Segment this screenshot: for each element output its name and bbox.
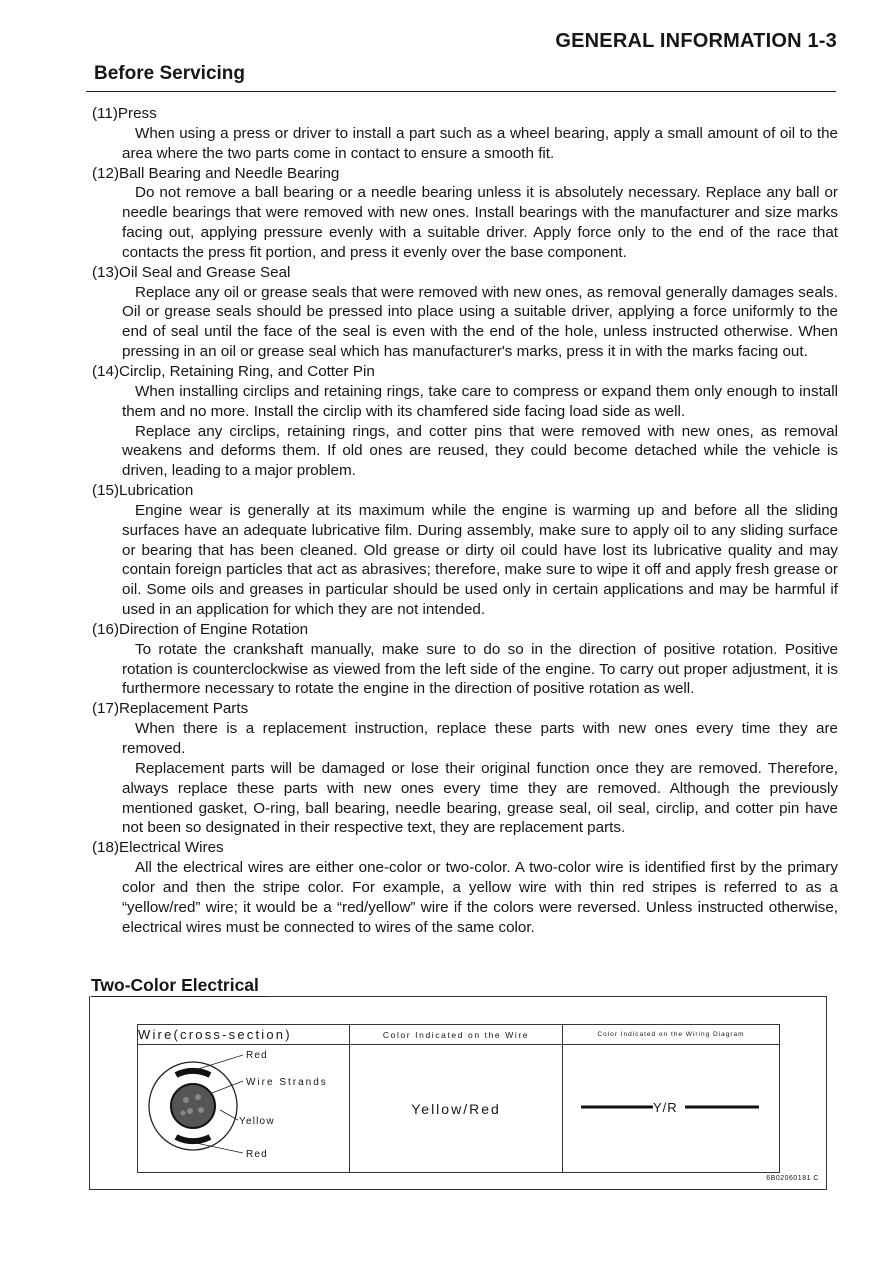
leader-line-red-top (198, 1055, 243, 1069)
leader-line-yellow (220, 1110, 238, 1120)
header-color-on-diagram: Color Indicated on the Wiring Diagram (563, 1025, 780, 1045)
item-heading: (11)Press (92, 105, 157, 122)
wire-color-table (137, 1024, 780, 1173)
color-on-wire-cell (350, 1045, 563, 1173)
wiring-code: Y/R (653, 1100, 678, 1115)
section-title: Before Servicing (94, 63, 245, 84)
item-paragraph: To rotate the crankshaft manually, make sure to do so in the direction of positive rotation. Positive rotation is counterclockwise as viewed from the left side of the engine. To carry out proper adjustment, it is furthermore necessary to rotate the engine in the direction of positive rotation as well. (122, 640, 838, 698)
strand-dot (187, 1108, 193, 1114)
item-heading: (17)Replacement Parts (92, 700, 249, 718)
item-paragraph: When there is a replacement instruction, replace these parts with new ones every time they are removed. (122, 720, 838, 757)
color-on-wire-value: Yellow/Red (411, 1100, 501, 1117)
strand-dot (181, 1111, 186, 1116)
strand-dot (195, 1094, 201, 1100)
table-row (138, 1045, 780, 1173)
wiring-diagram-cell (563, 1045, 780, 1173)
item-heading: (16)Direction of Engine Rotation (92, 620, 309, 638)
item-engine-rotation (92, 620, 838, 699)
wire-cross-section-diagram (138, 1045, 349, 1167)
label-red-bottom: Red (246, 1149, 268, 1160)
figure-frame-top (267, 996, 827, 997)
wire-cross-section-cell (138, 1045, 350, 1173)
body-content (92, 104, 838, 937)
item-paragraph: Replace any oil or grease seals that were removed with new ones, as removal generally damages seals. Oil or grease seals should be pressed into place using a suitable driver, applying a force uniformly to the end of seal until the face of the seal is even with the end of the hole, unless instructed otherwise. When pressing in an oil or grease seal which has manufacturer's marks, press it in with the marks facing out. (122, 283, 838, 361)
figure-title: Two-Color Electrical (91, 975, 259, 995)
header-wire-cross-section: Wire(cross-section) (138, 1025, 350, 1045)
item-paragraph: Replace any circlips, retaining rings, and cotter pins that were removed with new ones, as removal weakens and deforms them. If old ones are reused, they could become detached while the vehicle is driven, leading to a major problem. (122, 422, 838, 480)
item-heading: (15)Lubrication (92, 482, 194, 500)
strand-dot (198, 1107, 204, 1113)
item-paragraph: All the electrical wires are either one-color or two-color. A two-color wire is identified first by the primary color and then the stripe color. For example, a yellow wire with thin red stripes is referred to as a “yellow/red” wire; it would be a “red/yellow” wire if the colors were reversed. Unless instructed otherwise, electrical wires must be connected to wires of the same color. (122, 859, 838, 936)
item-heading: (12)Ball Bearing and Needle Bearing (92, 164, 340, 182)
strand-dot (183, 1097, 189, 1103)
page-header: GENERAL INFORMATION 1-3 (555, 30, 837, 52)
header-color-on-wire: Color Indicated on the Wire (350, 1025, 563, 1045)
item-paragraph: Do not remove a ball bearing or a needle bearing unless it is absolutely necessary. Replace any ball or needle bearings that were removed with new ones. Install bearings with the manufacturer and size marks facing out, applying pressure evenly with a suitable driver. Apply force only to the end of the race that contacts the press fit portion, and press it evenly over the base component. (122, 184, 838, 261)
leader-line-red-bottom (196, 1143, 243, 1153)
item-heading: (14)Circlip, Retaining Ring, and Cotter Pin (92, 362, 375, 380)
red-stripe-bottom (176, 1137, 210, 1141)
item-press (92, 104, 838, 164)
item-heading: (13)Oil Seal and Grease Seal (92, 263, 291, 281)
red-stripe-top (176, 1071, 210, 1075)
item-ball-bearing (92, 164, 838, 263)
item-paragraph: When using a press or driver to install a part such as a wheel bearing, apply a small amount of oil to the area where the two parts come in contact to ensure a smooth fit. (122, 124, 838, 162)
header-rule (86, 91, 836, 92)
item-replacement-parts (92, 699, 838, 838)
item-heading: (18)Electrical Wires (92, 839, 224, 857)
label-yellow: Yellow (239, 1116, 275, 1127)
label-red-top: Red (246, 1050, 268, 1061)
label-wire-strands: Wire Strands (246, 1077, 328, 1088)
item-lubrication (92, 481, 838, 620)
item-circlip (92, 362, 838, 481)
item-electrical-wires (92, 838, 838, 937)
item-paragraph: When installing circlips and retaining rings, take care to compress or expand them only enough to install them and no more. Install the circlip with its chamfered side facing load side as well. (122, 382, 838, 420)
item-oil-seal (92, 263, 838, 362)
table-header-row (138, 1025, 780, 1045)
leader-line-strands (212, 1081, 243, 1093)
figure-code: 6B02060181 C (766, 1175, 819, 1182)
wire-strands-core (171, 1084, 215, 1128)
wiring-diagram-symbol (563, 1045, 779, 1167)
item-paragraph: Replacement parts will be damaged or lose their original function once they are removed. Therefore, always replace these parts with new ones every time they are removed. Although the previously mentioned gasket, O-ring, ball bearing, needle bearing, grease seal, oil seal, circlip, and cotter pin have not been so designated in their respective text, they are replacement parts. (122, 759, 838, 837)
item-paragraph: Engine wear is generally at its maximum while the engine is warming up and before all the sliding surfaces have an adequate lubricative film. During assembly, make sure to apply oil to any sliding surface or bearing that has been cleaned. Old grease or dirty oil could have lost its lubricative quality and may contain foreign particles that act as abrasives; therefore, make sure to wipe it off and apply fresh grease or oil. Some oils and greases in particular should be used only in certain applications and may be harmful if used in an application for which they are not intended. (122, 501, 838, 619)
